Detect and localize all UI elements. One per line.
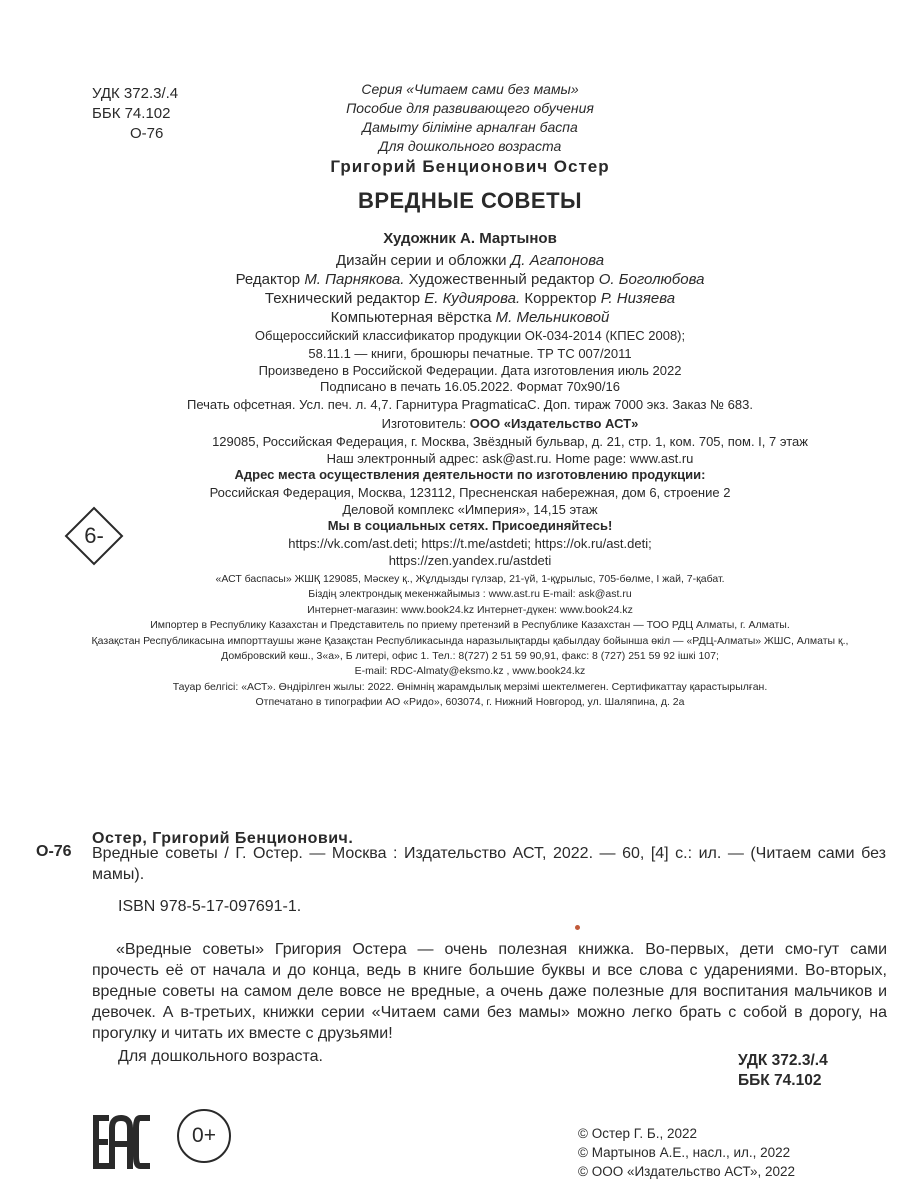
kz-line: Отпечатано в типографии АО «Ридо», 603074, г. Нижний Новгород, ул. Шаляпина, д. 2а	[255, 696, 685, 709]
series-block	[150, 80, 790, 156]
classifier-line: Общероссийский классификатор продукции ОК-034-2014 (КПЕС 2008);	[254, 328, 686, 343]
kz-line: Біздің электрондық мекенжайымыз : www.ast.ru E-mail: ask@ast.ru	[308, 588, 632, 601]
print-speck	[575, 925, 580, 930]
production-line: Российская Федерация, Москва, 123112, Пресненская набережная, дом 6, строение 2	[209, 484, 731, 500]
kz-line: Тауар белгісі: «АСТ». Өндірілген жылы: 2022. Өнімнің жарамдылық мерзімі шектелмеген. Сертификаттау қарастырылған.	[172, 680, 768, 693]
copyright-line: © Остер Г. Б., 2022	[578, 1126, 698, 1141]
social-links: https://vk.com/ast.deti; https://t.me/astdeti; https://ok.ru/ast.deti;	[288, 535, 652, 551]
series-line: Для дошкольного возраста	[378, 138, 562, 154]
kz-line: Интернет-магазин: www.book24.kz Интернет-дүкен: www.book24.kz	[307, 603, 633, 616]
copyright-line: © Мартынов А.Е., насл., ил., 2022	[578, 1145, 791, 1160]
manufacturer-contacts: Наш электронный адрес: ask@ast.ru. Home page: www.ast.ru	[326, 451, 694, 466]
manufacturer-line: Изготовитель: ООО «Издательство АСТ»	[381, 416, 639, 431]
print-line: Печать офсетная. Усл. печ. л. 4,7. Гарнитура PragmaticaC. Доп. тираж 7000 экз. Заказ № 683.	[187, 396, 753, 412]
bbk-code: ББК 74.102	[92, 105, 171, 122]
udk-code: УДК 372.3/.4	[738, 1052, 828, 1069]
bib-author: Остер, Григорий Бенционович.	[92, 830, 354, 847]
book-author: Григорий Бенционович Остер	[330, 157, 610, 176]
copyright-block	[578, 1124, 795, 1181]
social-links: https://zen.yandex.ru/astdeti	[388, 553, 552, 568]
eac-mark-icon	[92, 1114, 150, 1170]
bib-code: О-76	[36, 843, 72, 860]
kz-line: Қазақстан Республикасына импорттаушы және Қазақстан Республикасында наразылықтарды қабылдау бойынша өкіл — «РДЦ-Алматы» ЖШС, Алматы қ.,	[91, 634, 849, 647]
credits-tech: Технический редактор Е. Кудиярова. Корректор Р. Низяева	[264, 290, 676, 307]
production-address	[150, 466, 790, 519]
book-title: ВРЕДНЫЕ СОВЕТЫ	[357, 188, 583, 213]
kz-line: Домбровский көш., 3«а», Б литері, офис 1. Тел.: 8(727) 2 51 59 90,91, факс: 8 (727) 251 59 92 ішкі 107;	[221, 650, 719, 663]
series-line: Серия «Читаем сами без мамы»	[361, 81, 579, 97]
manufacturer-address: 129085, Российская Федерация, г. Москва, Звёздный бульвар, д. 21, стр. 1, ком. 705, пом. I, 7 этаж	[212, 433, 808, 449]
kazakhstan-info	[90, 572, 850, 711]
social-heading: Мы в социальных сетях. Присоединяйтесь!	[327, 518, 613, 533]
production-line: Деловой комплекс «Империя», 14,15 этаж	[342, 502, 598, 517]
classifier-line: Произведено в Российской Федерации. Дата изготовления июль 2022	[258, 363, 682, 378]
age-limit-badge	[64, 506, 124, 566]
kz-line: «АСТ баспасы» ЖШҚ 129085, Мәскеу қ., Жұлдызды гүлзар, 21-үй, 1-құрылыс, 705-бөлме, I жай, 7-қабат.	[215, 573, 725, 585]
eac-logo-icon	[92, 1114, 150, 1170]
series-line: Дамыту біліміне арналған баспа	[362, 119, 578, 135]
age-group: Для дошкольного возраста.	[118, 1048, 323, 1065]
copyright-line: © ООО «Издательство АСТ», 2022	[578, 1164, 796, 1179]
bbk-code: ББК 74.102	[738, 1072, 822, 1089]
series-line: Пособие для развивающего обучения	[346, 100, 594, 116]
classifier-block	[150, 327, 790, 380]
production-heading: Адрес места осуществления деятельности по изготовлению продукции:	[234, 467, 706, 482]
credits-design: Дизайн серии и обложки Д. Агапонова	[335, 252, 605, 269]
age-rating-icon	[176, 1108, 232, 1164]
kz-line: E-mail: RDC-Almaty@eksmo.kz , www.book24.kz	[354, 665, 586, 678]
credits-editors: Редактор М. Парнякова. Художественный редактор О. Боголюбова	[235, 271, 705, 288]
udk-code: УДК 372.3/.4	[92, 85, 179, 102]
print-info	[150, 378, 790, 413]
author-code: О-76	[130, 125, 164, 142]
manufacturer-block	[120, 415, 900, 468]
age-limit-text: 6-	[84, 523, 104, 548]
social-block	[150, 517, 790, 570]
credits-block	[150, 251, 790, 327]
bib-description: Вредные советы / Г. Остер. — Москва : Издательство АСТ, 2022. — 60, [4] с.: ил. — (Читаем сами без мамы).	[92, 845, 886, 883]
isbn: ISBN 978-5-17-097691-1.	[118, 898, 302, 915]
book-artist: Художник А. Мартынов	[383, 230, 557, 247]
print-line: Подписано в печать 16.05.2022. Формат 70х90/16	[320, 379, 620, 394]
credits-layout: Компьютерная вёрстка М. Мельниковой	[330, 309, 610, 326]
manufacturer-name: ООО «Издательство АСТ»	[469, 416, 639, 431]
bottom-codes	[738, 1051, 828, 1091]
annotation: «Вредные советы» Григория Остера — очень полезная книжка. Во-первых, дети смо-гут сами прочесть её от начала и до конца, ведь в книге большие буквы и все слова с ударениями. Во-вторых, вредные советы на самом деле вовсе не вредные, а очень даже полезные для воспитания мальчиков и девочек. А в-третьих, книжки серии «Читаем сами без мамы» можно легко брать с собой в дорогу, на прогулку и читать их вместе с друзьями!	[92, 941, 887, 1042]
age-rating-text: 0+	[192, 1124, 216, 1147]
kz-line: Импортер в Республику Казахстан и Представитель по приему претензий в Республике Казахстан — ТОО РДЦ Алматы, г. Алматы.	[150, 619, 790, 632]
classifier-line: 58.11.1 — книги, брошюры печатные. ТР ТС 007/2011	[308, 345, 632, 361]
